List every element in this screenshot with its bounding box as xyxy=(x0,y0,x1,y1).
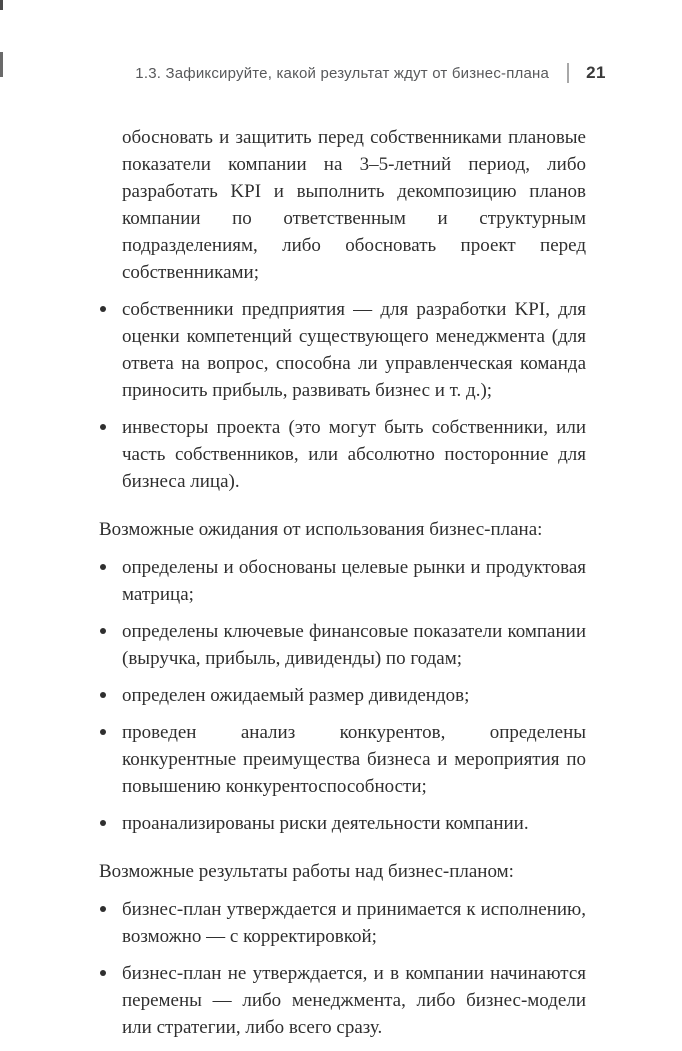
paragraph-text: бизнес-план утверждается и принимается к исполнению, возможно — с корректировкой; xyxy=(122,899,586,947)
page-header xyxy=(0,63,606,83)
list-item xyxy=(99,896,586,950)
bullet-icon xyxy=(100,729,106,735)
list-item xyxy=(99,810,586,837)
page-body xyxy=(99,124,586,1051)
list-item-continuation xyxy=(99,124,586,286)
section-text: Возможные результаты работы над бизнес-планом: xyxy=(99,861,514,882)
bullet-icon xyxy=(100,820,106,826)
paragraph-text: проанализированы риски деятельности компании. xyxy=(122,813,529,834)
bullet-icon xyxy=(100,970,106,976)
list-item xyxy=(99,682,586,709)
list-item xyxy=(99,296,586,404)
paragraph-text: определены и обоснованы целевые рынки и продуктовая матрица; xyxy=(122,557,586,605)
paragraph-text: проведен анализ конкурентов, определены конкурентные преимущества бизнеса и мероприятия по повышению конкурентоспособности; xyxy=(122,722,586,797)
paragraph-text: определен ожидаемый размер дивидендов; xyxy=(122,685,470,706)
paragraph-text: собственники предприятия — для разработки KPI, для оценки компетенций существующего менеджмента (для ответа на вопрос, способна ли управленческая команда приносить прибыль, развивать бизнес и т. д.); xyxy=(122,299,586,401)
section-paragraph xyxy=(99,858,586,885)
list-item xyxy=(99,414,586,495)
page-number: 21 xyxy=(586,63,606,82)
running-head: 1.3. Зафиксируйте, какой результат ждут от бизнес-плана xyxy=(135,64,550,82)
bullet-icon xyxy=(100,906,106,912)
section-paragraph xyxy=(99,516,586,543)
list-item xyxy=(99,719,586,800)
bullet-icon xyxy=(100,306,106,312)
list-item xyxy=(99,554,586,608)
section-text: Возможные ожидания от использования бизнес-плана: xyxy=(99,519,543,540)
header-divider xyxy=(567,63,569,83)
list-item xyxy=(99,618,586,672)
bullet-spacer xyxy=(99,124,122,286)
scan-artifact xyxy=(0,0,3,10)
paragraph-text: инвесторы проекта (это могут быть собственники, или часть собственников, или абсолютно посторонние для бизнеса лица). xyxy=(122,417,586,492)
paragraph-text: обосновать и защитить перед собственниками плановые показатели компании на 3–5-летний период, либо разработать KPI и выполнить декомпозицию планов компании по ответственным и структурным подразделениям, либо обосновать проект перед собственниками; xyxy=(122,127,586,283)
bullet-icon xyxy=(100,424,106,430)
bullet-icon xyxy=(100,628,106,634)
paragraph-text: бизнес-план не утверждается, и в компании начинаются перемены — либо менеджмента, либо бизнес-модели или стратегии, либо всего сразу. xyxy=(122,963,586,1038)
bullet-icon xyxy=(100,692,106,698)
bullet-icon xyxy=(100,564,106,570)
paragraph-text: определены ключевые финансовые показатели компании (выручка, прибыль, дивиденды) по годам; xyxy=(122,621,586,669)
